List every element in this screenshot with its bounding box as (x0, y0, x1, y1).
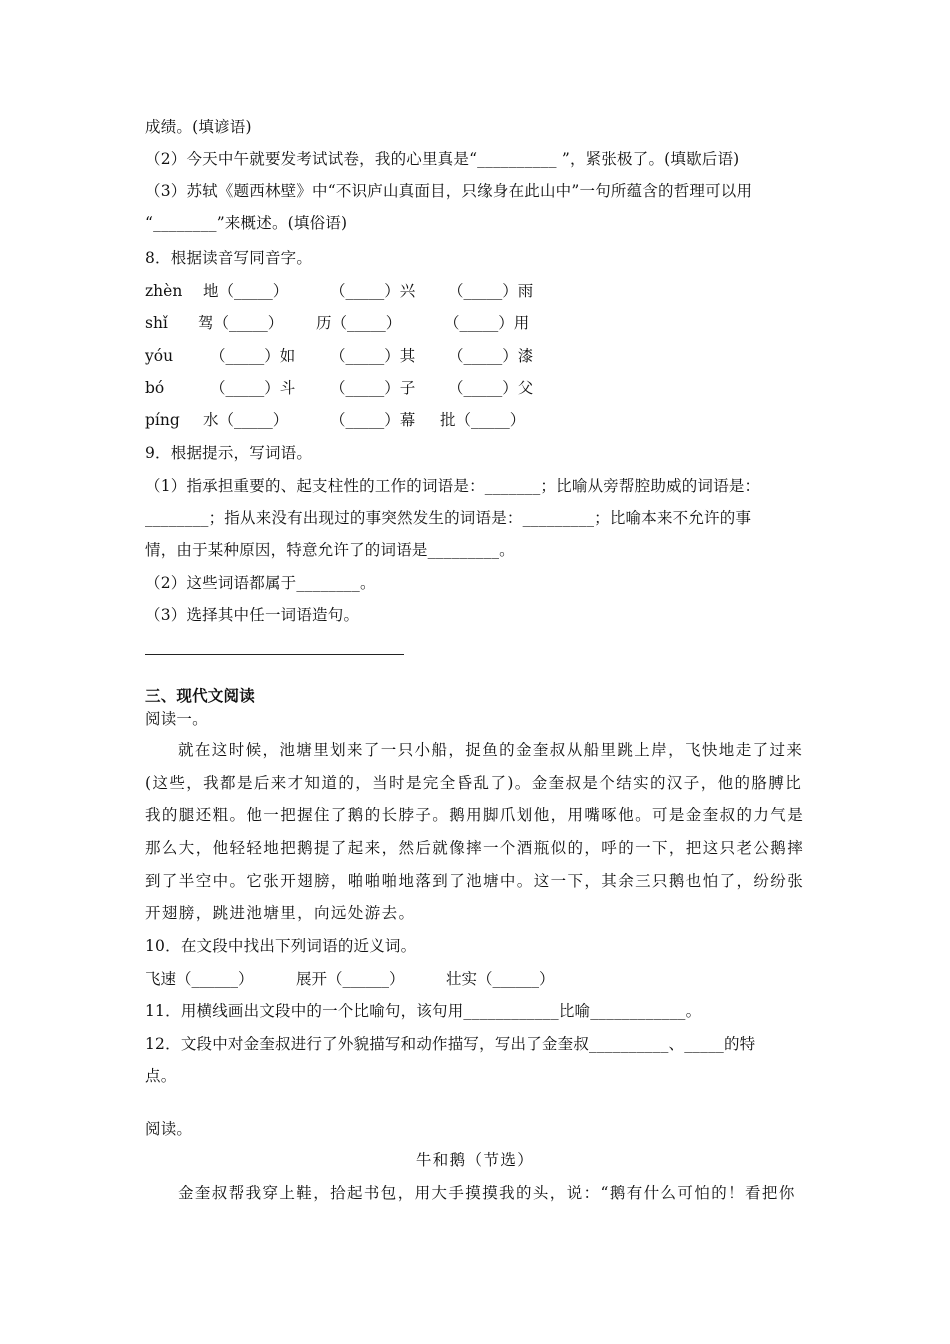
passage-line: 我的腿还粗。他一把握住了鹅的长脖子。鹅用脚爪划他，用嘴啄他。可是金奎叔的力气是 (145, 806, 805, 824)
pinyin-label: shǐ (145, 314, 168, 332)
blank-item: （_____）雨 (448, 282, 534, 300)
q12: 12．文段中对金奎叔进行了外貌描写和动作描写，写出了金奎叔__________、_____的特 (145, 1035, 756, 1053)
blank-item: （_____）用 (444, 314, 530, 332)
blank-item: 批（_____） (440, 411, 526, 429)
reading-label: 阅读一。 (145, 710, 208, 728)
pinyin-label: bó (145, 379, 165, 397)
blank-item: （_____）子 (330, 379, 416, 397)
passage-title: 牛和鹅（节选） (415, 1151, 535, 1169)
passage-line: 金奎叔帮我穿上鞋，拾起书包，用大手摸摸我的头，说：“鹅有什么可怕的！看把你 (178, 1184, 796, 1202)
blank-item: 历（_____） (316, 314, 402, 332)
blank-item: （_____）斗 (210, 379, 296, 397)
pinyin-label: zhèn (145, 282, 183, 300)
q8-title: 8．根据读音写同音字。 (145, 249, 313, 267)
q7-line-1: 成绩。(填谚语) (145, 118, 252, 136)
q9-title: 9．根据提示，写词语。 (145, 444, 313, 462)
q11: 11．用横线画出文段中的一个比喻句，该句用____________比喻____________。 (145, 1002, 702, 1020)
section-heading: 三、现代文阅读 (145, 686, 255, 705)
pinyin-label: píng (145, 411, 180, 429)
q9-part1: （1）指承担重要的、起支柱性的工作的词语是：_______；比喻从旁帮腔助威的词语是： (145, 477, 761, 495)
q12-cont: 点。 (145, 1067, 177, 1085)
q9-part2: （2）这些词语都属于________。 (145, 574, 376, 592)
reading-label: 阅读。 (145, 1120, 193, 1138)
q9-part3: （3）选择其中任一词语造句。 (145, 606, 360, 624)
blank-item: 地（_____） (203, 282, 289, 300)
blank-item: （_____）漆 (448, 347, 534, 365)
blank-item: （_____）幕 (330, 411, 416, 429)
q9-part1-cont: ________；指从来没有出现过的事突然发生的词语是：_________；比喻本来不允许的事 (145, 509, 752, 527)
blank-item: 水（_____） (203, 411, 289, 429)
q10-title: 10．在文段中找出下列词语的近义词。 (145, 937, 417, 955)
q7-part3: （3）苏轼《题西林壁》中“不识庐山真面目，只缘身在此山中”一句所蕴含的哲理可以用 (145, 182, 753, 200)
answer-line (145, 654, 404, 655)
passage-line: (这些，我都是后来才知道的，当时是完全昏乱了)。金奎叔是个结实的汉子，他的胳膊比 (145, 774, 803, 792)
blank-item: 驾（_____） (198, 314, 284, 332)
passage-line: 那么大，他轻轻地把鹅提了起来，然后就像摔一个酒瓶似的，呼的一下，把这只老公鹅摔 (145, 839, 805, 857)
synonym-item: 飞速（______） (145, 970, 254, 988)
pinyin-label: yóu (145, 347, 174, 365)
synonym-item: 壮实（______） (446, 970, 555, 988)
passage-line: 到了半空中。它张开翅膀，啪啪啪地落到了池塘中。这一下，其余三只鹅也怕了，纷纷张 (145, 872, 805, 890)
blank-item: （_____）父 (448, 379, 534, 397)
blank-item: （_____）兴 (330, 282, 416, 300)
q7-part2: （2）今天中午就要发考试试卷，我的心里真是“__________ ”，紧张极了。(填歇后语) (145, 150, 740, 168)
q9-part1-cont2: 情，由于某种原因，特意允许了的词语是_________。 (145, 541, 515, 559)
q7-part3-cont: “________”来概述。(填俗语) (145, 214, 348, 232)
blank-item: （_____）其 (330, 347, 416, 365)
passage-line: 就在这时候，池塘里划来了一只小船，捉鱼的金奎叔从船里跳上岸，飞快地走了过来 (178, 741, 804, 759)
blank-item: （_____）如 (210, 347, 296, 365)
synonym-item: 展开（______） (296, 970, 405, 988)
passage-line: 开翅膀，跳进池塘里，向远处游去。 (145, 904, 416, 922)
